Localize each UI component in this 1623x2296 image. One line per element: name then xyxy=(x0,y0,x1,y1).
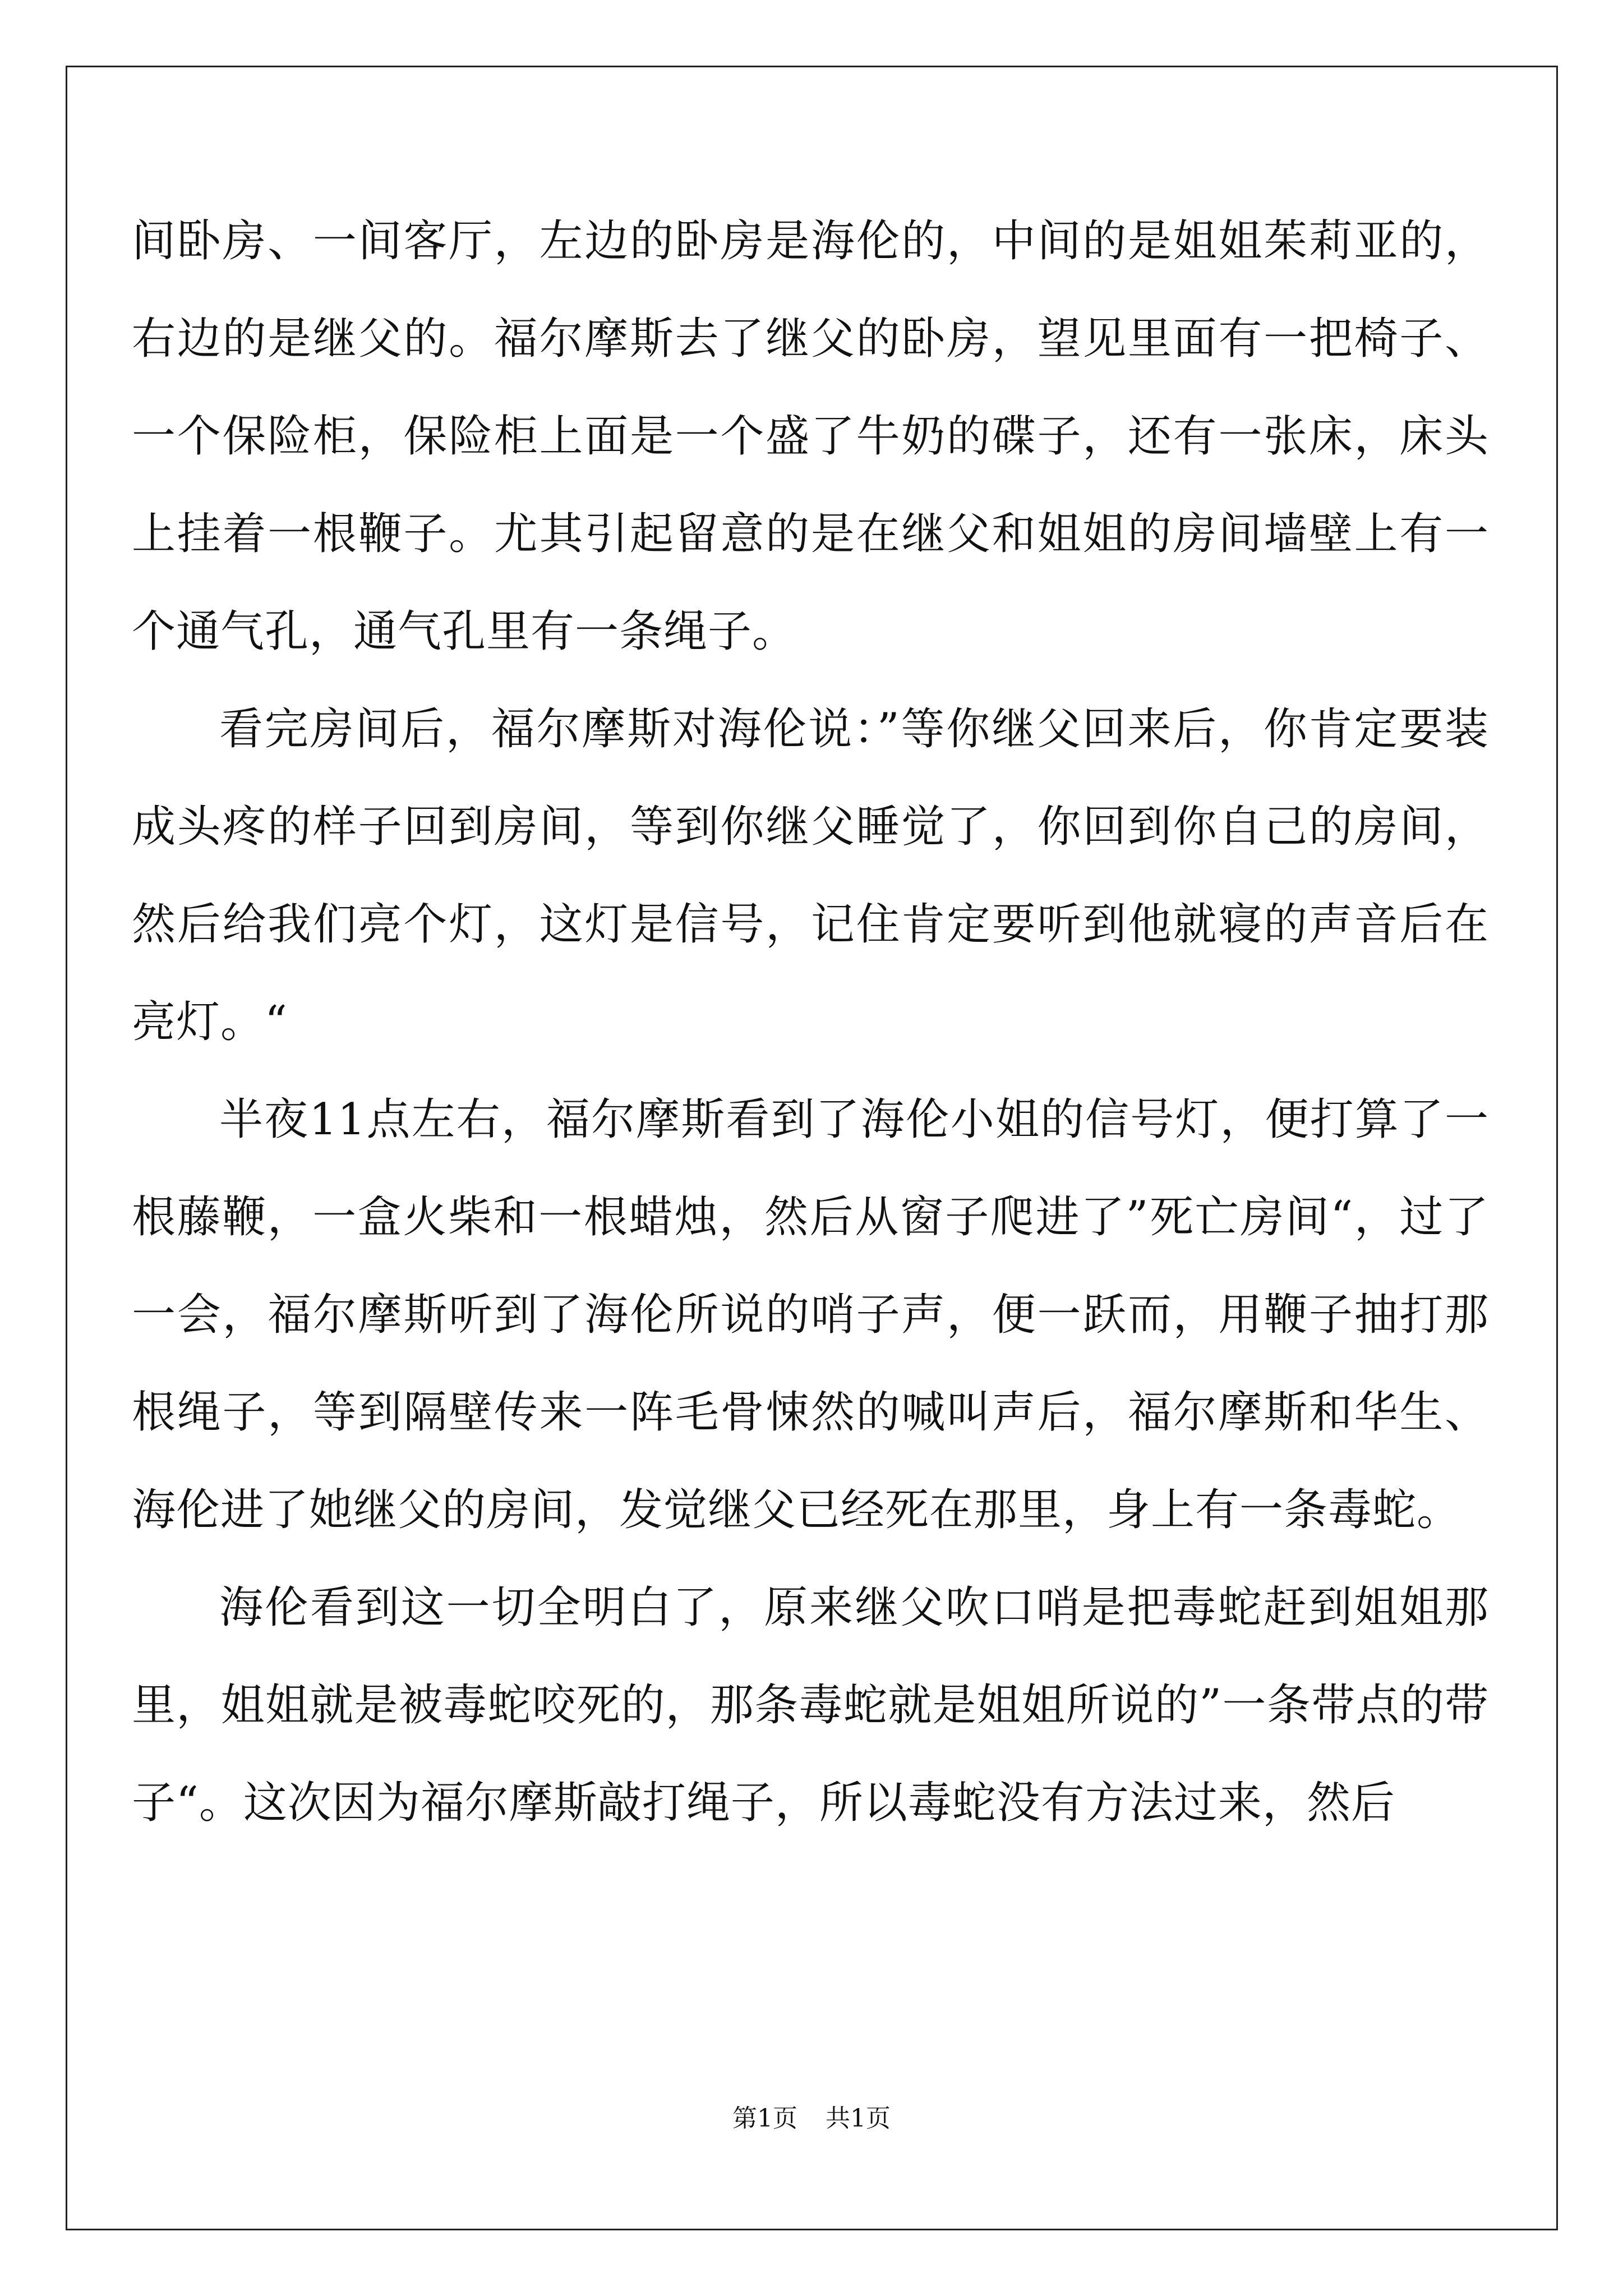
page-footer xyxy=(0,2098,1623,2134)
paragraph-3: 半夜11点左右，福尔摩斯看到了海伦小姐的信号灯，便打算了一根藤鞭，一盒火柴和一根蜡烛，然后从窗子爬进了”死亡房间“，过了一会，福尔摩斯听到了海伦所说的哨子声，便一跃而，用鞭子抽打那根绳子，等到隔壁传来一阵毛骨悚然的喊叫声后，福尔摩斯和华生、海伦进了她继父的房间，发觉继父已经死在那里，身上有一条毒蛇。 xyxy=(132,1094,1489,1535)
page-number: 第1页 xyxy=(732,2104,797,2133)
paragraph-4: 海伦看到这一切全明白了，原来继父吹口哨是把毒蛇赶到姐姐那里，姐姐就是被毒蛇咬死的，那条毒蛇就是姐姐所说的”一条带点的带子“。这次因为福尔摩斯敲打绳子，所以毒蛇没有方法过来，然后 xyxy=(132,1582,1489,1828)
paragraph-1: 间卧房、一间客厅，左边的卧房是海伦的，中间的是姐姐茱莉亚的，右边的是继父的。福尔摩斯去了继父的卧房，望见里面有一把椅子、一个保险柜，保险柜上面是一个盛了牛奶的碟子，还有一张床，床头上挂着一根鞭子。尤其引起留意的是在继父和姐姐的房间墙壁上有一个通气孔，通气孔里有一条绳子。 xyxy=(132,216,1489,657)
document-body xyxy=(132,192,1489,1852)
page-total: 共1页 xyxy=(826,2104,891,2133)
paragraph-2: 看完房间后，福尔摩斯对海伦说：”等你继父回来后，你肯定要装成头疼的样子回到房间，等到你继父睡觉了，你回到你自己的房间，然后给我们亮个灯，这灯是信号，记住肯定要听到他就寝的声音后在亮灯。“ xyxy=(132,704,1489,1047)
